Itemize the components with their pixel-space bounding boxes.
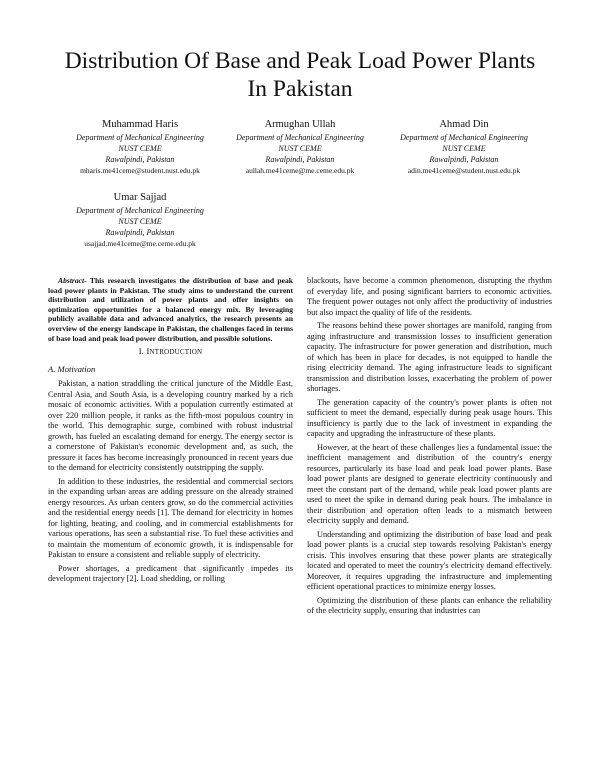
paragraph: Pakistan, a nation straddling the critical juncture of the Middle East, Central Asia, and South Asia, is a developing country marked by a rich mosaic of economic activities. With a population currently estimated at over 220 million people, it ranks as the fifth-most populous country in the world. This demographic surge, combined with robust industrial growth, has fueled an escalating demand for energy. The energy sector is a cornerstone of Pakistan's economic development and, as such, the pressure it faces has become increasingly pronounced in recent years due to the demand for electricity consistently outstripping the supply. bbox=[48, 379, 293, 473]
section-heading-introduction bbox=[48, 346, 293, 358]
author-department: Department of Mechanical Engineering bbox=[76, 133, 204, 142]
paragraph: In addition to these industries, the residential and commercial sectors in the expanding urban areas are adding pressure on the already strained energy resources. As urban centers grow, so do the commercial activities and the residential energy needs [1]. The demand for electricity in homes for lighting, heating, and cooling, and in commercial establishments for various operations, has seen a substantial rise. To fuel these activities and to maintain the momentum of economic growth, it is indispensable for Pakistan to ensure a consistent and reliable supply of electricity. bbox=[48, 476, 293, 560]
author-city: Rawalpindi, Pakistan bbox=[265, 155, 335, 164]
author-department: Department of Mechanical Engineering bbox=[236, 133, 364, 142]
author-university: NUST CEME bbox=[118, 217, 162, 226]
paper-title-line2: In Pakistan bbox=[247, 76, 353, 102]
author-name: Armughan Ullah bbox=[264, 119, 336, 130]
author-city: Rawalpindi, Pakistan bbox=[429, 155, 499, 164]
author-name: Ahmad Din bbox=[439, 119, 489, 130]
paragraph: Optimizing the distribution of these plants can enhance the reliability of the electricity supply, ensuring that industries can bbox=[307, 595, 552, 615]
author-city: Rawalpindi, Pakistan bbox=[105, 155, 175, 164]
subsection-heading-motivation: A. Motivation bbox=[48, 363, 96, 374]
author-university: NUST CEME bbox=[118, 144, 162, 153]
section-rest: NTRODUCTION bbox=[149, 348, 203, 357]
abstract bbox=[48, 276, 293, 343]
author-name: Umar Sajjad bbox=[113, 192, 167, 203]
paragraph: blackouts, have become a common phenomenon, disrupting the rhythm of everyday life, and posing significant barriers to economic activities. The frequent power outages not only affect the productivity of industries but also impact the quality of life of the residents. bbox=[307, 276, 552, 317]
author-email: mharis.me41ceme@student.nust.edu.pk bbox=[80, 166, 200, 175]
right-column bbox=[307, 276, 552, 620]
paragraph: The reasons behind these power shortages are manifold, ranging from aging infrastructure and transmission losses to insufficient generation capacity. The infrastructure for power generation and distribution, much of which has been in place for decades, is not equipped to handle the rising electricity demand. The aging infrastructure leads to significant transmission and distribution losses, exacerbating the problem of power shortages. bbox=[307, 321, 552, 393]
author-university: NUST CEME bbox=[278, 144, 322, 153]
author-block bbox=[205, 118, 395, 176]
left-column bbox=[48, 276, 293, 588]
abstract-label: Abstract- bbox=[58, 276, 87, 285]
author-block bbox=[45, 191, 235, 249]
author-department: Department of Mechanical Engineering bbox=[76, 206, 204, 215]
author-city: Rawalpindi, Pakistan bbox=[105, 228, 175, 237]
paragraph: However, at the heart of these challenges lies a fundamental issue: the inefficient management and distribution of the country's energy resources, particularly its base load and peak load power plants. Base load power plants are designed to generate electricity continuously and meet the constant part of the demand, while peak load power plants are used to meet the spike in demand during peak hours. The imbalance in their distribution and operation often leads to a mismatch between electricity supply and demand. bbox=[307, 442, 552, 525]
author-email: adin.me41ceme@student.nust.edu.pk bbox=[407, 166, 521, 175]
author-university: NUST CEME bbox=[442, 144, 486, 153]
author-email: aullah.me41ceme@me.ceme.edu.pk bbox=[245, 166, 355, 175]
author-department: Department of Mechanical Engineering bbox=[400, 133, 528, 142]
abstract-text: This research investigates the distribution of base and peak load power plants in Pakistan. The study aims to understand the current distribution and utilization of power plants and offer insights on optimization opportunities for a balanced energy mix. By leveraging publicly available data and advanced analytics, the research presents an overview of the energy landscape in Pakistan, the challenges faced in terms of base load and peak load power distribution, and possible solutions. bbox=[48, 276, 293, 343]
author-block bbox=[369, 118, 559, 176]
paragraph: Understanding and optimizing the distribution of base load and peak load power plants is a crucial step towards resolving Pakistan's energy crisis. This involves ensuring that these power plants are strategically located and operated to meet the country's electricity demand effectively. Moreover, it requires upgrading the infrastructure and implementing efficient operational practices to minimize energy losses. bbox=[307, 529, 552, 591]
paragraph: The generation capacity of the country's power plants is often not sufficient to meet the demand, especially during peak usage hours. This insufficiency is partly due to the lack of investment in expanding the capacity and upgrading the infrastructure of these plants. bbox=[307, 397, 552, 438]
section-first-letter: I bbox=[146, 346, 150, 357]
author-email: usajjad.me41ceme@me.ceme.edu.pk bbox=[84, 239, 196, 248]
paragraph: Power shortages, a predicament that significantly impedes its development trajectory [2]. Load shedding, or rolling bbox=[48, 563, 293, 584]
author-name: Muhammad Haris bbox=[101, 119, 179, 130]
paper-title-line1: Distribution Of Base and Peak Load Power Plants bbox=[64, 48, 536, 74]
section-numeral: I. bbox=[138, 346, 145, 357]
paper-title bbox=[40, 47, 560, 103]
